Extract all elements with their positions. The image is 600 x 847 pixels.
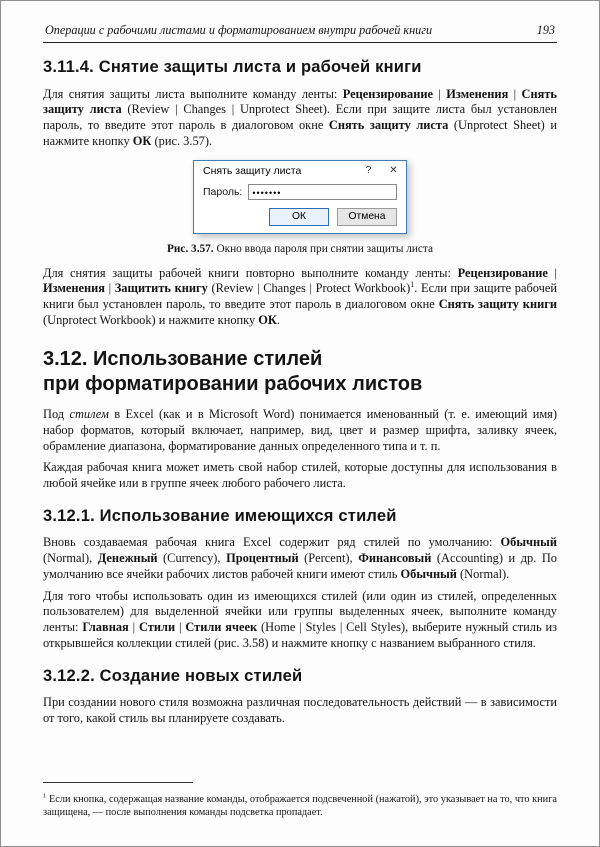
dialog-body xyxy=(194,181,406,233)
figure-caption: Рис. 3.57. Окно ввода пароля при снятии защиты листа xyxy=(166,242,434,255)
close-icon[interactable]: ✕ xyxy=(389,165,398,177)
password-label: Пароль: xyxy=(203,186,243,199)
para-style-definition: Под стилем в Excel (как и в Microsoft Word) понимается именованный (т. е. имеющий имя) набор форматов, который включает, например, вид, цвет и размер шрифта, заливку ячеек, обрамление диапазона, форматирование данных определенного типа и т. п. xyxy=(43,407,557,453)
heading-3-12-line-1: 3.12. Использование стилей xyxy=(43,347,323,370)
dialog-buttons xyxy=(203,208,397,226)
running-header xyxy=(43,23,557,43)
password-input[interactable] xyxy=(248,184,397,200)
dialog-title: Снять защиту листа xyxy=(203,164,302,177)
footnote-rule xyxy=(43,782,193,783)
password-row xyxy=(203,184,397,201)
heading-3-12-1: 3.12.1. Использование имеющихся стилей xyxy=(43,506,397,525)
para-apply-style: Для того чтобы использовать один из имеющихся стилей (или один из стилей, определенных пользователем) для выделенной ячейки или группы выделенных ячеек, выполните команду ленты: Главная | Стили | Стили ячеек (Home | Styles | Cell Styles), выберите нужный стиль из открывшейся коллекции стилей (рис. 3.58) и нажмите кнопку с названием выбранного стиля. xyxy=(43,588,557,650)
para-unprotect-workbook: Для снятия защиты рабочей книги повторно выполните команду ленты: Рецензирование | Изменения | Защитить книгу (Review | Changes | Protect Workbook)$^1$. Если при защите рабочей книги был установлен пароль, то введите этот пароль в диалоговом окне Снять защиту книги (Unprotect Workbook) и нажмите кнопку ОК. xyxy=(43,265,557,327)
page-number: 193 xyxy=(536,23,555,37)
ok-button[interactable]: ОК xyxy=(269,208,329,226)
cancel-button[interactable]: Отмена xyxy=(337,208,397,226)
running-title: Операции с рабочими листами и форматированием внутри рабочей книги xyxy=(45,23,433,37)
help-icon[interactable]: ? xyxy=(365,165,372,177)
footnote: $^1$ Если кнопка, содержащая название команды, отображается подсвеченной (нажатой), это указывает на то, что книга защищена, — после выполнения команды подсветка пропадает. xyxy=(43,792,557,819)
unprotect-sheet-dialog xyxy=(193,160,407,234)
dialog-titlebar xyxy=(194,161,406,181)
para-new-style: При создании нового стиля возможна различная последовательность действий — в зависимости от того, какой стиль вы планируете создавать. xyxy=(43,695,557,726)
para-workbook-styles: Каждая рабочая книга может иметь свой набор стилей, которые доступны для использования в любой ячейке или в группе ячеек любого рабочего листа. xyxy=(43,460,557,491)
figure-3-57 xyxy=(43,160,557,256)
para-unprotect-sheet: Для снятия защиты листа выполните команду ленты: Рецензирование | Изменения | Снять защиту листа (Review | Changes | Unprotect Sheet). Если при защите листа был установлен пароль, то введите этот пароль в диалоговом окне Снять защиту листа (Unprotect Sheet) и нажмите кнопку ОК (рис. 3.57). xyxy=(43,86,557,148)
footnote-block xyxy=(43,782,557,830)
para-default-styles: Вновь создаваемая рабочая книга Excel содержит ряд стилей по умолчанию: Обычный (Normal), Денежный (Currency), Процентный (Percent), Финансовый (Accounting) и др. По умолчанию все ячейки рабочих листов рабочей книги имеют стиль Обычный (Normal). xyxy=(43,535,557,581)
heading-3-12-2: 3.12.2. Создание новых стилей xyxy=(43,666,303,685)
heading-3-11-4: 3.11.4. Снятие защиты листа и рабочей книги xyxy=(43,58,422,76)
heading-3-12 xyxy=(43,347,557,397)
heading-3-12-line-2: при форматировании рабочих листов xyxy=(43,372,423,395)
